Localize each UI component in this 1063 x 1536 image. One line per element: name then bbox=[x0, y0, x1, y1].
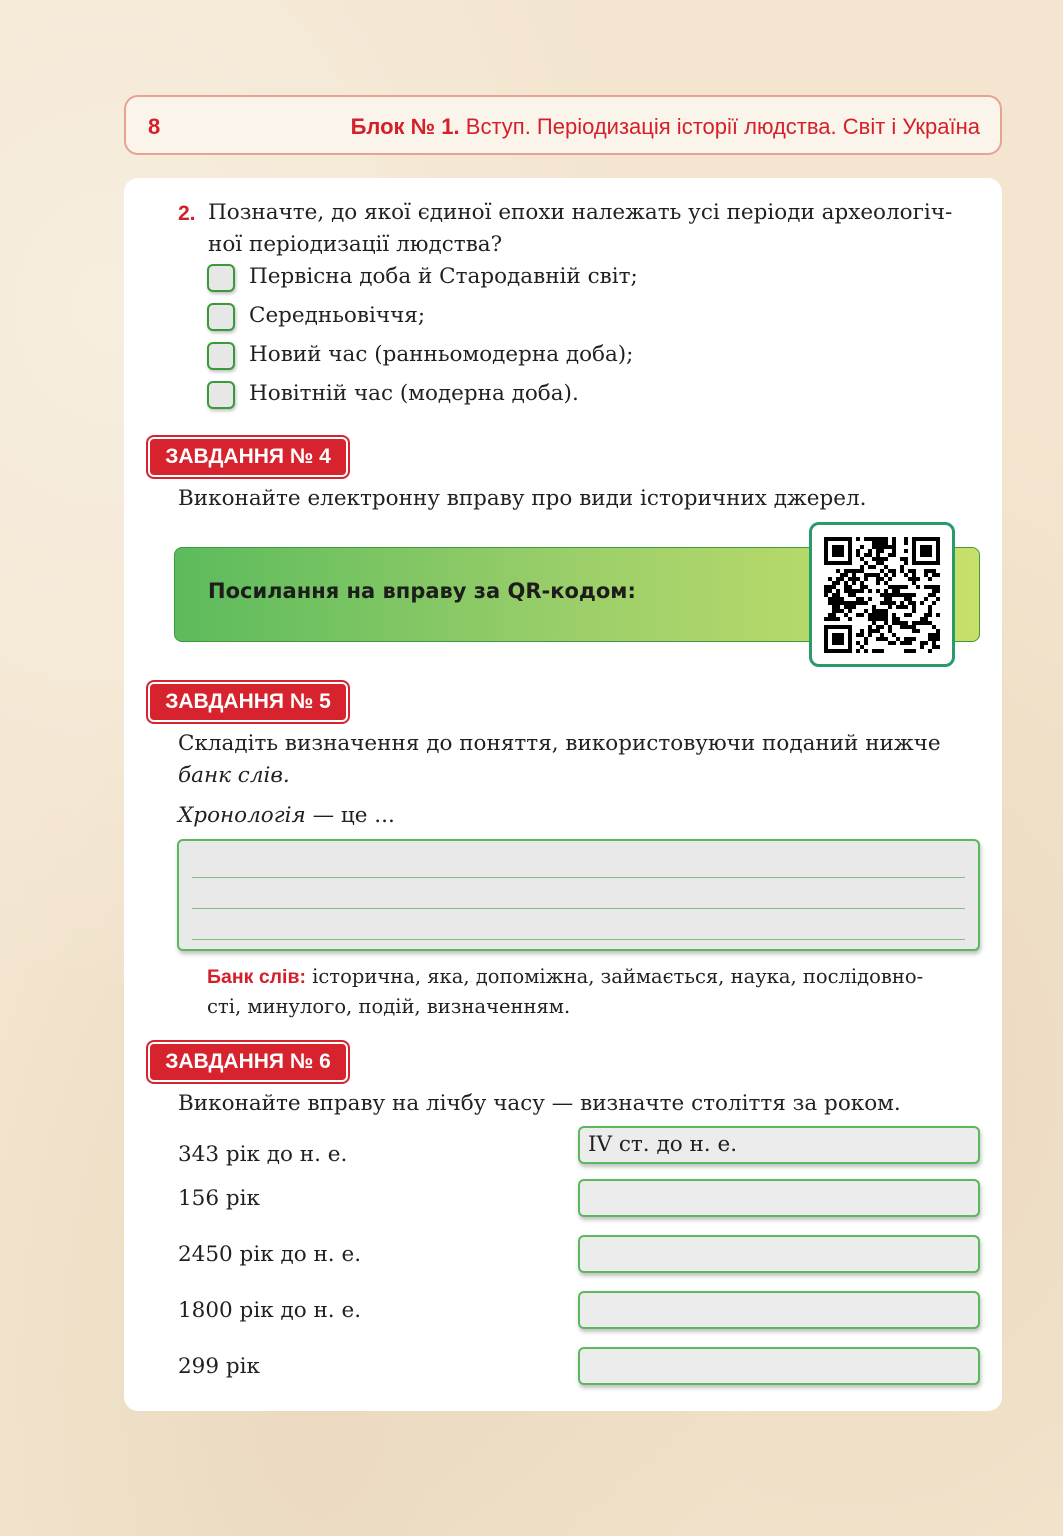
block-label: Блок № 1. bbox=[350, 114, 460, 139]
task-6-badge: ЗАВДАННЯ № 6 bbox=[148, 1042, 348, 1082]
year-label-3: 2450 рік до н. е. bbox=[178, 1242, 362, 1267]
option-label-3: Новий час (ранньомодерна доба); bbox=[249, 342, 634, 367]
qr-code[interactable] bbox=[809, 522, 955, 667]
century-input-2[interactable] bbox=[578, 1179, 980, 1217]
question-text-line1: Позначте, до якої єдиної епохи належать усі періоди археологіч- bbox=[208, 200, 953, 225]
task-5-text-line1: Складіть визначення до поняття, використовуючи поданий нижче bbox=[178, 731, 941, 756]
word-bank-line1 bbox=[207, 962, 923, 992]
question-number: 2. bbox=[178, 202, 196, 225]
option-checkbox-1[interactable] bbox=[207, 264, 235, 292]
option-checkbox-4[interactable] bbox=[207, 381, 235, 409]
answer-line bbox=[192, 877, 965, 878]
definition-suffix: — це ... bbox=[305, 803, 395, 828]
task-4-badge: ЗАВДАННЯ № 4 bbox=[148, 437, 348, 477]
year-label-5: 299 рік bbox=[178, 1354, 260, 1379]
year-label-2: 156 рік bbox=[178, 1186, 260, 1211]
task-4-text: Виконайте електронну вправу про види історичних джерел. bbox=[178, 486, 867, 511]
word-bank-label: Банк слів: bbox=[207, 966, 306, 988]
option-label-4: Новітній час (модерна доба). bbox=[249, 381, 579, 406]
option-checkbox-2[interactable] bbox=[207, 303, 235, 331]
century-input-1[interactable]: IV ст. до н. е. bbox=[578, 1126, 980, 1164]
task-5-text-line2 bbox=[178, 763, 290, 788]
qr-code-icon bbox=[812, 525, 952, 664]
year-label-4: 1800 рік до н. е. bbox=[178, 1298, 362, 1323]
century-input-5[interactable] bbox=[578, 1347, 980, 1385]
task-5-badge: ЗАВДАННЯ № 5 bbox=[148, 682, 348, 722]
option-checkbox-3[interactable] bbox=[207, 342, 235, 370]
word-bank-words1: історична, яка, допоміжна, займається, наука, послідовно- bbox=[305, 965, 924, 988]
word-bank-ref: банк слів. bbox=[178, 763, 290, 788]
century-input-4[interactable] bbox=[578, 1291, 980, 1329]
year-label-1: 343 рік до н. е. bbox=[178, 1142, 348, 1167]
block-title bbox=[351, 114, 980, 140]
century-input-3[interactable] bbox=[578, 1235, 980, 1273]
option-label-2: Середньовіччя; bbox=[249, 303, 426, 328]
answer-line bbox=[192, 908, 965, 909]
page-header bbox=[124, 95, 1002, 155]
definition-term: Хронологія bbox=[178, 803, 306, 828]
option-label-1: Первісна доба й Стародавній світ; bbox=[249, 264, 638, 289]
definition-prompt bbox=[178, 803, 395, 828]
answer-line bbox=[192, 939, 965, 940]
page-number: 8 bbox=[148, 114, 161, 139]
qr-link-label: Посилання на вправу за QR-кодом: bbox=[208, 579, 636, 603]
definition-answer-field[interactable] bbox=[177, 839, 980, 951]
question-text-line2: ної періодизації людства? bbox=[208, 232, 503, 257]
block-title-text: Вступ. Періодизація історії людства. Світ і Україна bbox=[465, 114, 980, 139]
task-6-text: Виконайте вправу на лічбу часу — визначте століття за роком. bbox=[178, 1091, 901, 1116]
word-bank-line2: сті, минулого, подій, визначенням. bbox=[207, 995, 571, 1018]
